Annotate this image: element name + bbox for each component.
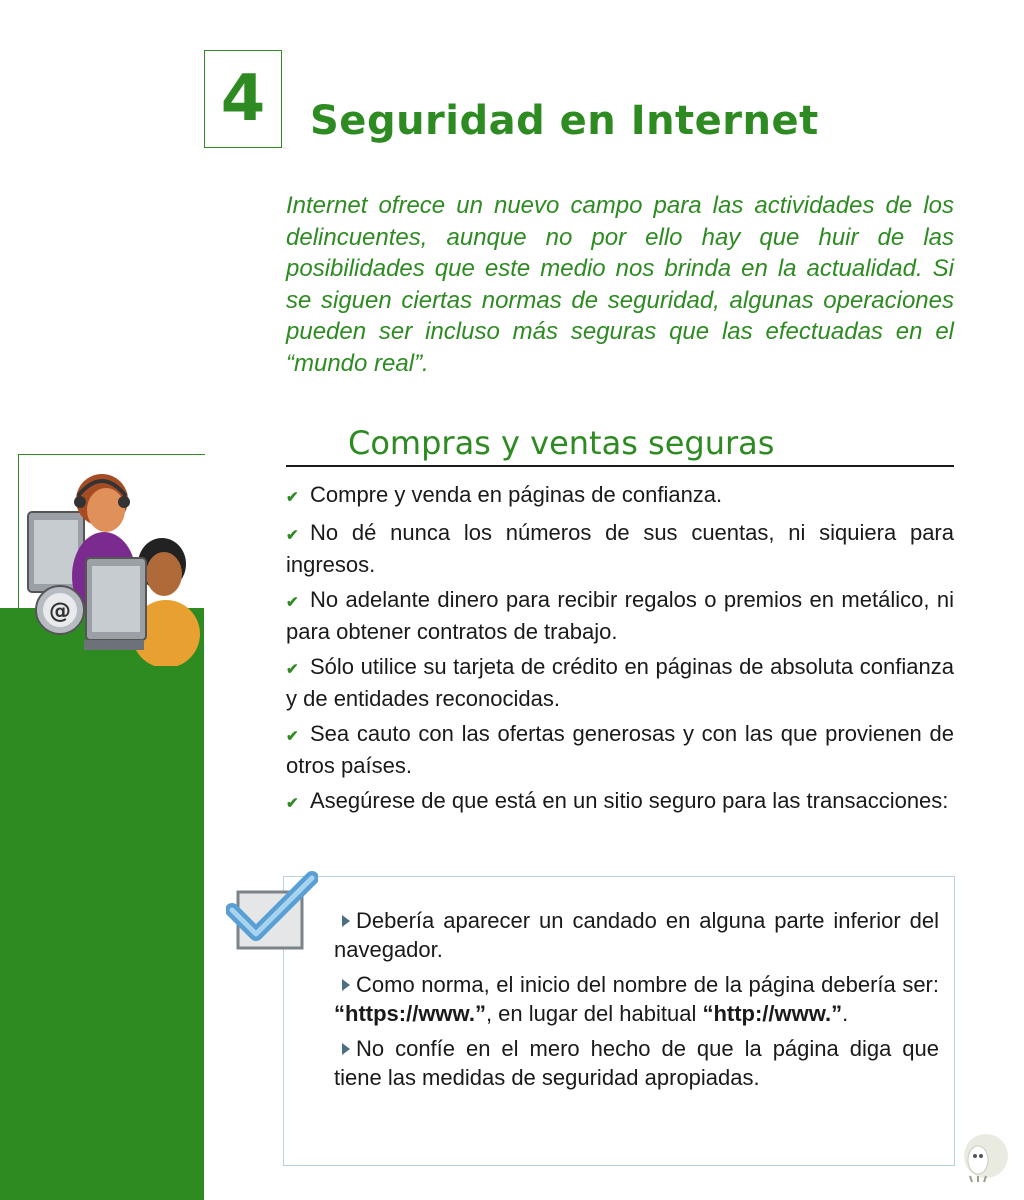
- list-item: ✔ Asegúrese de que está en un sitio seguro para las transacciones:: [286, 786, 954, 818]
- section-divider: [286, 465, 954, 467]
- check-mark-icon: ✔: [286, 795, 299, 812]
- list-item: ✔ No adelante dinero para recibir regalos o premios en metálico, ni para obtener contratos de trabajo.: [286, 587, 954, 644]
- check-mark-icon: ✔: [286, 594, 299, 611]
- chapter-number: 4: [220, 62, 266, 136]
- corner-emblem-icon: [958, 1130, 1010, 1186]
- https-prefix: “https://www.”: [334, 1001, 486, 1026]
- list-item: No confíe en el mero hecho de que la página diga que tiene las medidas de seguridad apropiadas.: [334, 1036, 939, 1090]
- intro-paragraph: Internet ofrece un nuevo campo para las actividades de los delincuentes, aunque no por ello hay que huir de las posibilidades que este medio nos brinda en la actualidad. Si se siguen ciertas normas de seguridad, algunas operaciones pueden ser incluso más seguras que las efectuadas en el “mundo real”.: [286, 192, 954, 377]
- list-item: Debería aparecer un candado en alguna parte inferior del navegador.: [334, 908, 939, 962]
- list-item: Como norma, el inicio del nombre de la página debería ser: “https://www.”, en lugar del habitual “http://www.”.: [334, 972, 939, 1026]
- check-mark-icon: ✔: [286, 728, 299, 745]
- list-item: ✔ Sea cauto con las ofertas generosas y con las que provienen de otros países.: [286, 721, 954, 778]
- security-list: [334, 906, 939, 1098]
- tips-list: [286, 480, 954, 824]
- triangle-bullet-icon: [342, 915, 350, 927]
- green-side-band: [0, 608, 204, 1200]
- svg-text:@: @: [49, 599, 71, 624]
- list-item: ✔ No dé nunca los números de sus cuentas, ni siquiera para ingresos.: [286, 520, 954, 577]
- triangle-bullet-icon: [342, 979, 350, 991]
- check-mark-icon: ✔: [286, 661, 299, 678]
- chapter-title: Seguridad en Internet: [310, 98, 819, 144]
- http-prefix: “http://www.”: [702, 1001, 843, 1026]
- triangle-bullet-icon: [342, 1043, 350, 1055]
- people-at-computers-illustration: [24, 466, 204, 666]
- check-mark-icon: ✔: [286, 489, 299, 506]
- list-item: ✔ Compre y venda en páginas de confianza.: [286, 480, 954, 512]
- list-item: ✔ Sólo utilice su tarjeta de crédito en páginas de absoluta confianza y de entidades reconocidas.: [286, 654, 954, 711]
- check-mark-icon: ✔: [286, 527, 299, 544]
- checkbox-check-icon: [226, 870, 318, 954]
- section-title: Compras y ventas seguras: [348, 424, 775, 462]
- chapter-number-box: [204, 50, 282, 148]
